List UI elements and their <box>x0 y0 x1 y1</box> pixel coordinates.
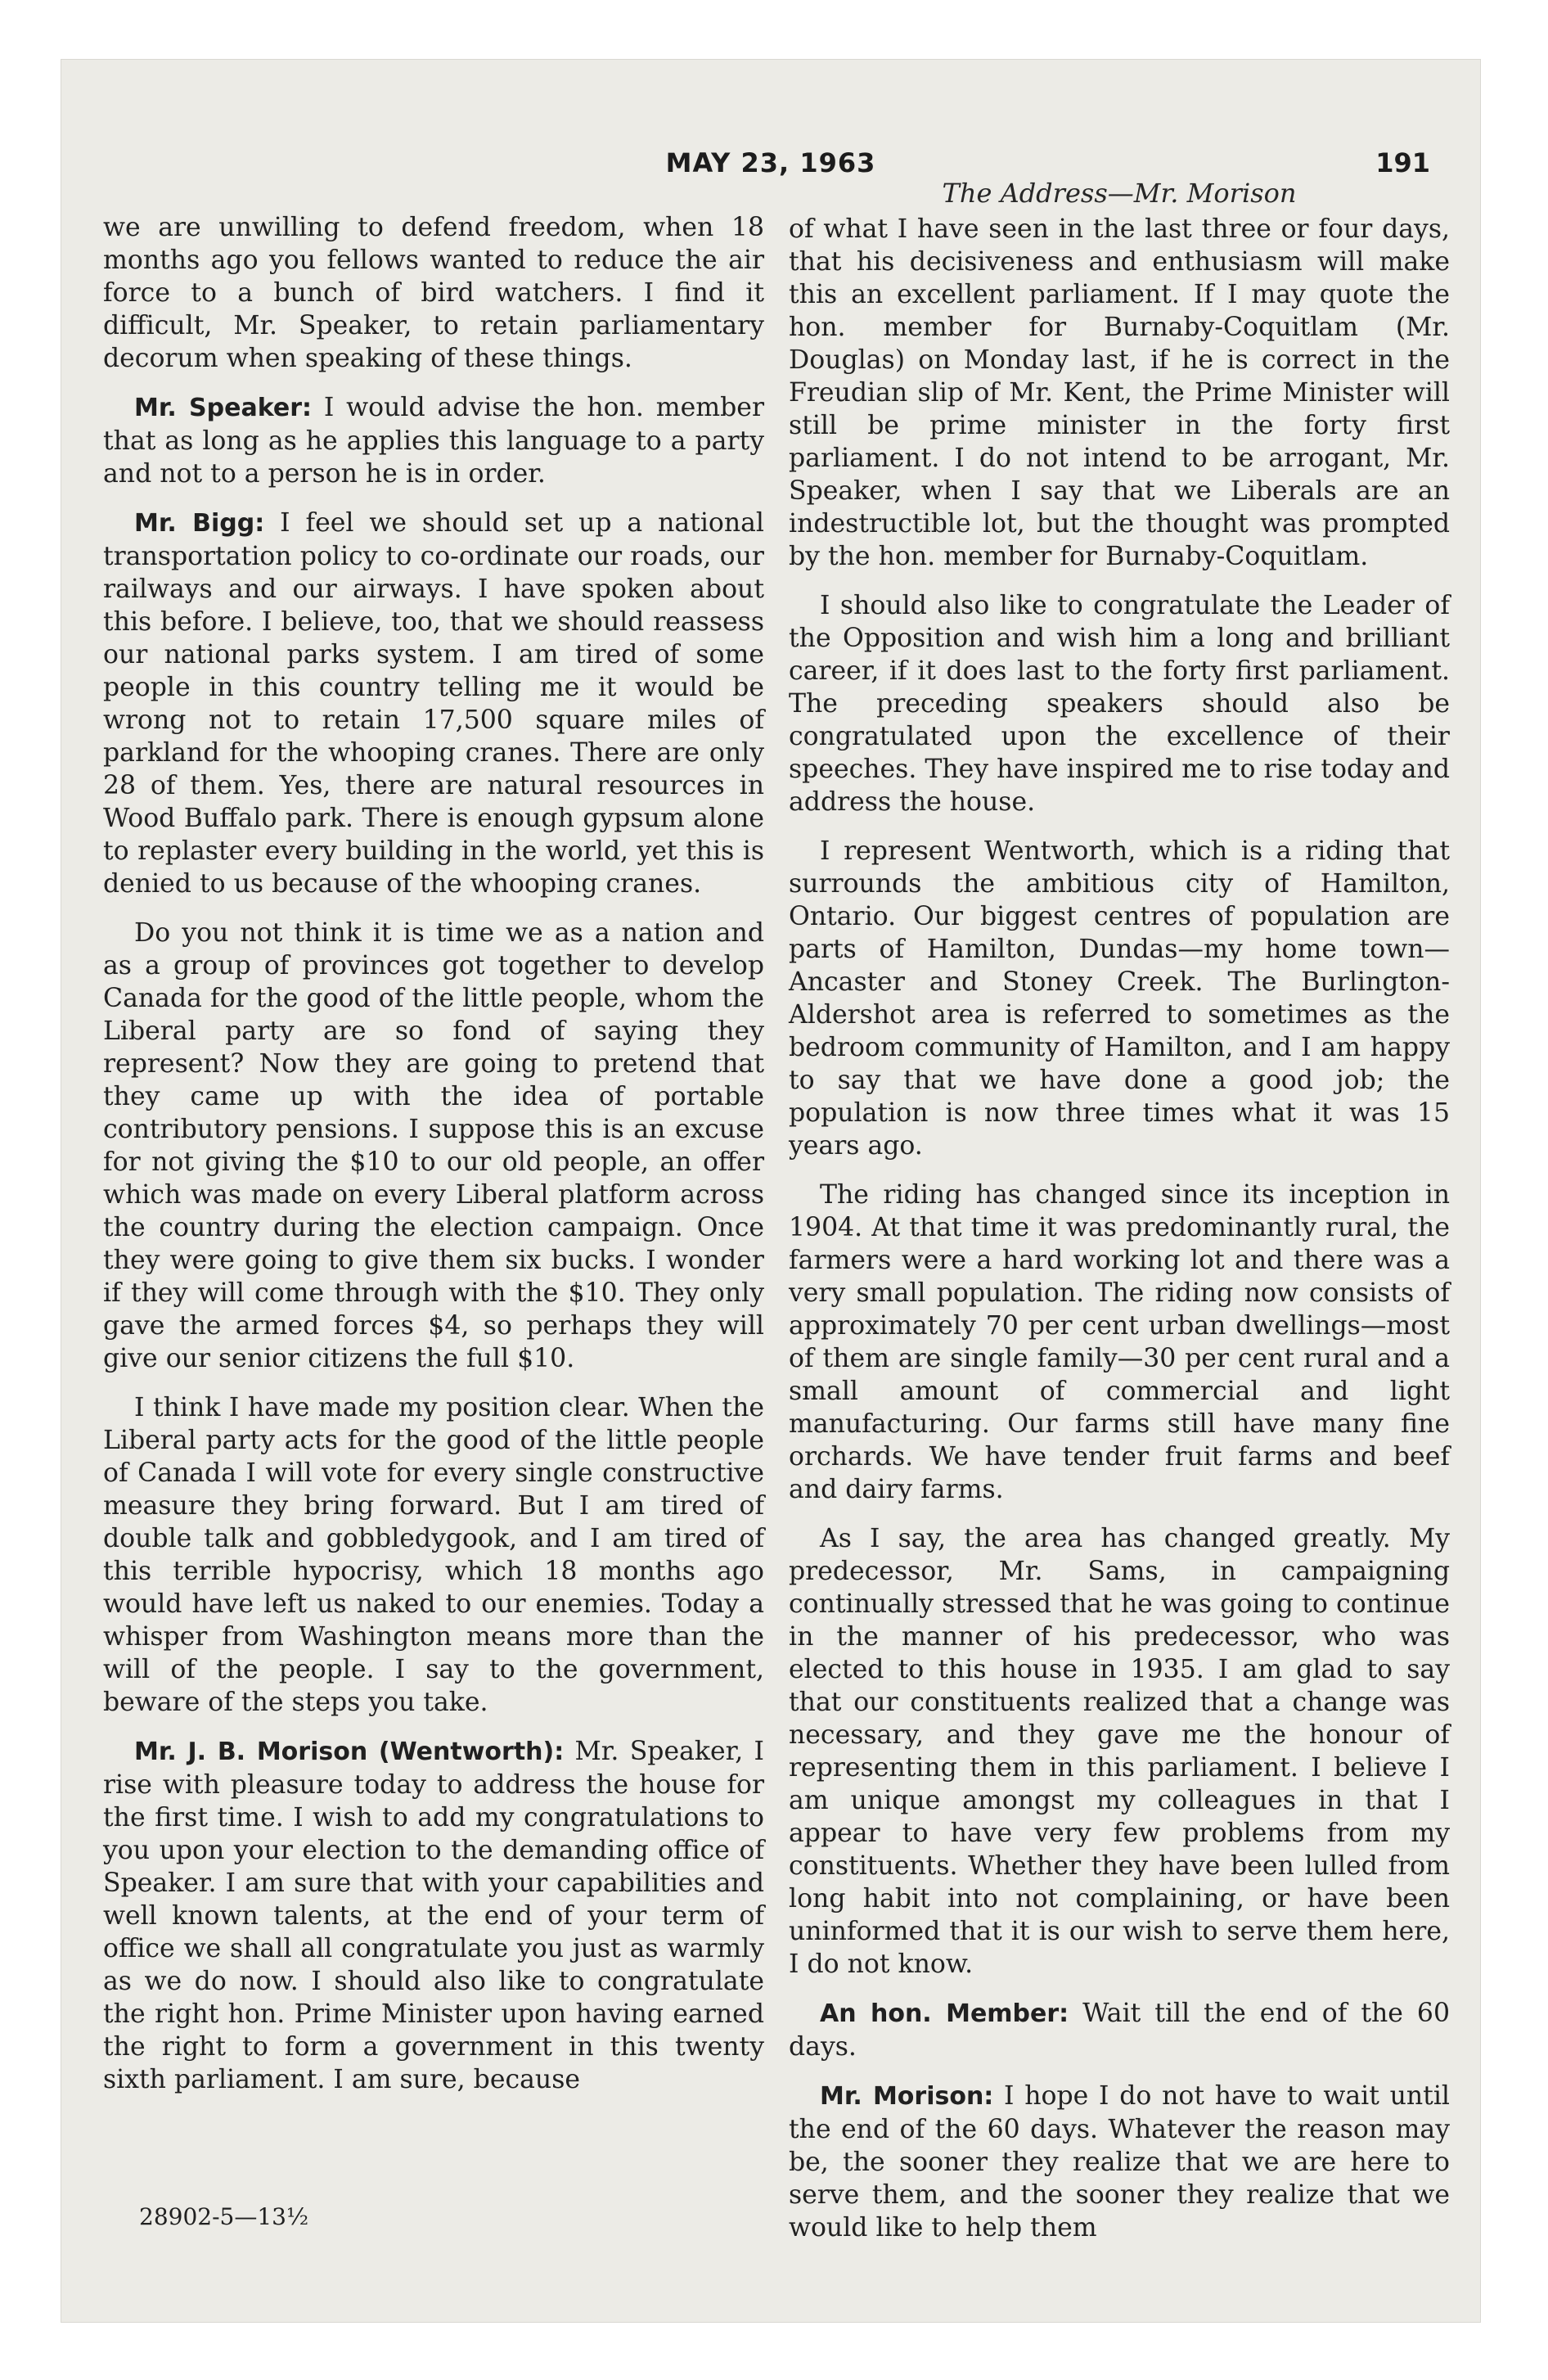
left-column <box>103 211 764 2112</box>
right-column <box>789 177 1450 2261</box>
running-head: The Address—Mr. Morison <box>942 178 1297 209</box>
page-date: MAY 23, 1963 <box>665 147 876 178</box>
page-number: 191 <box>1375 147 1430 178</box>
speech-text: Wait till the end of the 60 days. <box>789 1999 1450 2062</box>
speech-text: I feel we should set up a national transportation policy to co-ordinate our roads, our railways and our airways. I have spoken about this before. I believe, too, that we should reassess our national parks system. I am tired of some people in this country telling me it would be wrong not to retain 17,500 square miles of parkland for the whooping cranes. There are only 28 of them. Yes, there are natural resources in Wood Buffalo park. There is enough gypsum alone to replaster every building in the world, yet this is denied to us because of the whooping cranes. <box>103 508 765 899</box>
paragraph: we are unwilling to defend freedom, when 18 months ago you fellows wanted to reduce the air force to a bunch of bird watchers. I find it difficult, Mr. Speaker, to retain parliamentary decorum when speaking of these things. <box>103 213 764 373</box>
paragraph: Do you not think it is time we as a nation and as a group of provinces got together to develop Canada for the good of the little people, whom the Liberal party are so fond of saying they represent? Now they are going to pretend that they came up with the idea of portable contributory pensions. I suppose this is an excuse for not giving the $10 to our old people, an offer which was made on every Liberal platform across the country during the election campaign. Once they were going to give them six bucks. I wonder if they will come through with the $10. They only gave the armed forces $4, so perhaps they will give our senior citizens the full $10. <box>103 918 764 1373</box>
paragraph: I think I have made my position clear. When the Liberal party acts for the good of the little people of Canada I will vote for every single constructive measure they bring forward. But I am tired of double talk and gobbledygook, and I am tired of this terrible hypocrisy, which 18 months ago would have left us naked to our enemies. Today a whisper from Washington means more than the will of the people. I say to the government, beware of the steps you take. <box>103 1393 764 1717</box>
speaker-name: Mr. Bigg: <box>134 509 265 538</box>
paragraph <box>103 391 764 490</box>
paragraph <box>789 1997 1450 2063</box>
speaker-name: An hon. Member: <box>820 1999 1069 2028</box>
speech-text: I hope I do not have to wait until the end of the 60 days. Whatever the reason may be, the sooner they realize that we are here to serve them, and the sooner they realize that we would like to help them <box>789 2081 1450 2243</box>
speech-text: I would advise the hon. member that as long as he applies this language to a party and not to a person he is in order. <box>103 393 765 489</box>
paragraph: I represent Wentworth, which is a riding that surrounds the ambitious city of Hamilton, Ontario. Our biggest centres of population are parts of Hamilton, Dundas—my home town—Ancaster and Stoney Creek. The Burlington-Aldershot area is referred to sometimes as the bedroom community of Hamilton, and I am happy to say that we have done a good job; the population is now three times what it was 15 years ago. <box>789 836 1450 1161</box>
speech-text: Mr. Speaker, I rise with pleasure today to address the house for the first time. I wish to add my congratulations to you upon your election to the demanding office of Speaker. I am sure that with your capabilities and well known talents, at the end of your term of office we shall all congratulate you just as warmly as we do now. I should also like to congratulate the right hon. Prime Minister upon having earned the right to form a government in this twenty sixth parliament. I am sure, because <box>103 1737 764 2094</box>
paragraph: I should also like to congratulate the Leader of the Opposition and wish him a long and brilliant career, if it does last to the forty first parliament. The preceding speakers should also be congratulated upon the excellence of their speeches. They have inspired me to rise today and address the house. <box>789 591 1451 817</box>
speaker-name: Mr. Morison: <box>820 2082 994 2111</box>
paragraph: of what I have seen in the last three or four days, that his decisiveness and enthusiasm will make this an excellent parliament. If I may quote the hon. member for Burnaby-Coquitlam (Mr. Douglas) on Monday last, if he is correct in the Freudian slip of Mr. Kent, the Prime Minister will still be prime minister in the forty first parliament. I do not intend to be arrogant, Mr. Speaker, when I say that we Liberals are an indestructible lot, but the thought was prompted by the hon. member for Burnaby-Coquitlam. <box>789 214 1450 571</box>
paragraph: As I say, the area has changed greatly. My predecessor, Mr. Sams, in campaigning continually stressed that he was going to continue in the manner of his predecessor, who was elected to this house in 1935. I am glad to say that our constituents realized that a change was necessary, and they gave me the honour of representing them in this parliament. I believe I am unique amongst my colleagues in that I appear to have very few problems from my constituents. Whether they have been lulled from long habit into not complaining, or have been uninformed that it is our wish to serve them here, I do not know. <box>789 1524 1450 1979</box>
paragraph: The riding has changed since its inception in 1904. At that time it was predominantly rural, the farmers were a hard working lot and there was a very small population. The riding now consists of approximately 70 per cent urban dwellings—most of them are single family—30 per cent rural and a small amount of commercial and light manufacturing. Our farms still have many fine orchards. We have tender fruit farms and beef and dairy farms. <box>789 1180 1450 1504</box>
page <box>61 59 1481 2323</box>
speaker-name: Mr. J. B. Morison (Wentworth): <box>134 1738 565 1766</box>
paragraph <box>103 1735 764 2096</box>
signature-code: 28902-5—13½ <box>139 2203 309 2230</box>
speaker-name: Mr. Speaker: <box>134 394 313 422</box>
paragraph <box>789 2080 1450 2244</box>
paragraph <box>103 507 764 900</box>
